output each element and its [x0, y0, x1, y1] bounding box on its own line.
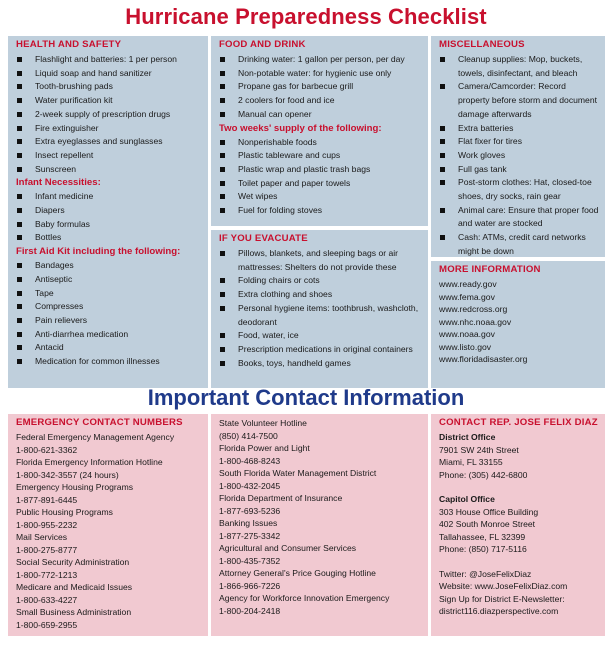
state-contacts-panel	[211, 414, 428, 636]
contact-line: 1-800-435-7352	[219, 555, 281, 566]
contact-line: Phone: (305) 442-6800	[439, 469, 528, 480]
contact-line: Twitter: @JoseFelixDiaz	[439, 568, 532, 579]
checklist-item: Tooth-brushing pads	[16, 80, 202, 94]
contact-line: www.ready.gov	[439, 279, 497, 289]
contact-line: www.listo.gov	[439, 341, 492, 352]
checklist-item: Water purification kit	[16, 94, 202, 108]
contact-line: Attorney General's Price Gouging Hotline	[219, 568, 376, 578]
contact-line: 1-877-693-5236	[219, 505, 281, 516]
district-lines	[439, 444, 599, 482]
checklist-item: Sunscreen	[16, 163, 202, 177]
checklist-item: Books, toys, handheld games	[219, 357, 422, 371]
contact-line: Phone: (850) 717-5116	[439, 544, 527, 554]
checklist-item: Wet wipes	[219, 190, 422, 204]
checklist-item: Food, water, ice	[219, 329, 422, 343]
more-info-links	[439, 278, 599, 366]
checklist-item: Plastic wrap and plastic trash bags	[219, 163, 422, 177]
checklist-item: Antiseptic	[16, 273, 202, 287]
checklist-item: Plastic tableware and cups	[219, 149, 422, 163]
contact-line: Banking Issues	[219, 518, 278, 528]
checklist-item: Work gloves	[439, 149, 599, 163]
checklist-item: Anti-diarrhea medication	[16, 328, 202, 342]
checklist-item: Folding chairs or cots	[219, 274, 422, 288]
health-list	[16, 53, 202, 176]
contact-line: 1-800-275-8777	[16, 544, 78, 555]
contact-line: Website: www.JoseFelixDiaz.com	[439, 581, 568, 591]
contact-line: www.redcross.org	[439, 304, 508, 314]
checklist-item: Bandages	[16, 259, 202, 273]
food-drink-header: FOOD AND DRINK	[219, 39, 306, 50]
contact-line: 1-800-432-2045	[219, 480, 281, 491]
checklist-item: Compresses	[16, 300, 202, 314]
first-aid-header: First Aid Kit including the following:	[16, 246, 181, 258]
health-safety-panel	[8, 36, 208, 388]
contact-line: 1-800-659-2955	[16, 619, 78, 630]
contact-line: www.nhc.noaa.gov	[439, 316, 512, 327]
more-info-panel	[431, 261, 605, 388]
checklist-item: Extra clothing and shoes	[219, 288, 422, 302]
checklist-item: Diapers	[16, 204, 202, 218]
checklist-item: Full gas tank	[439, 163, 599, 177]
checklist-item: Prescription medications in original containers	[219, 343, 422, 357]
contact-line: 402 South Monroe Street	[439, 519, 536, 529]
contact-line: 1-800-342-3557 (24 hours)	[16, 469, 119, 480]
contact-line: district116.diazperspective.com	[439, 606, 559, 616]
emergency-header: EMERGENCY CONTACT NUMBERS	[16, 417, 183, 428]
contact-line: Emergency Housing Programs	[16, 482, 134, 492]
contact-line: 303 House Office Building	[439, 506, 539, 517]
checklist-item: Antacid	[16, 341, 202, 355]
contact-line: Agricultural and Consumer Services	[219, 543, 357, 553]
contact-line: 1-800-621-3362	[16, 444, 78, 455]
contact-line: www.noaa.gov	[439, 329, 495, 339]
checklist-item: Infant medicine	[16, 190, 202, 204]
first-aid-list	[16, 259, 202, 369]
capitol-office-header: Capitol Office	[439, 494, 495, 504]
evacuate-list	[219, 247, 422, 370]
misc-list	[439, 53, 599, 259]
district-office-header: District Office	[439, 432, 496, 442]
contact-line: Agency for Workforce Innovation Emergency	[219, 593, 390, 603]
contact-line: Mail Services	[16, 532, 68, 542]
contact-line: 7901 SW 24th Street	[439, 444, 519, 455]
contact-line: 1-800-955-2232	[16, 519, 78, 530]
food-list	[219, 53, 422, 122]
contact-line: Medicare and Medicaid Issues	[16, 582, 133, 592]
contact-line: (850) 414-7500	[219, 430, 278, 441]
checklist-item: Flashlight and batteries: 1 per person	[16, 53, 202, 67]
checklist-item: Pain relievers	[16, 314, 202, 328]
contact-line: 1-800-468-8243	[219, 455, 281, 466]
contact-line: Florida Department of Insurance	[219, 493, 343, 503]
checklist-item: Propane gas for barbecue grill	[219, 80, 422, 94]
misc-panel	[431, 36, 605, 257]
checklist-item: Cleanup supplies: Mop, buckets, towels, disinfectant, and bleach	[439, 53, 599, 80]
checklist-item: Nonperishable foods	[219, 136, 422, 150]
contact-line: 1-800-772-1213	[16, 569, 78, 580]
contact-line: 1-866-966-7226	[219, 580, 281, 591]
checklist-item: Camera/Camcorder: Record property before storm and document damage afterwards	[439, 80, 599, 121]
infant-list	[16, 190, 202, 245]
evacuate-header: IF YOU EVACUATE	[219, 233, 308, 244]
checklist-item: Bottles	[16, 231, 202, 245]
checklist-item: Medication for common illnesses	[16, 355, 202, 369]
contact-line: Tallahassee, FL 32399	[439, 531, 526, 542]
contact-line: Florida Power and Light	[219, 443, 310, 453]
checklist-item: Toilet paper and paper towels	[219, 177, 422, 191]
contact-line: 1-877-891-6445	[16, 494, 78, 505]
health-safety-header: HEALTH AND SAFETY	[16, 39, 122, 50]
contact-line: 1-800-204-2418	[219, 605, 281, 616]
contact-line: 1-800-633-4227	[16, 594, 78, 605]
contact-line: Social Security Administration	[16, 557, 130, 567]
contact-line: www.floridadisaster.org	[439, 354, 528, 364]
checklist-item: Fuel for folding stoves	[219, 204, 422, 218]
checklist-item: Fire extinguisher	[16, 122, 202, 136]
contact-line: Small Business Administration	[16, 607, 132, 617]
capitol-lines	[439, 506, 599, 556]
checklist-item: Liquid soap and hand sanitizer	[16, 67, 202, 81]
checklist-item: Insect repellent	[16, 149, 202, 163]
social-lines	[439, 568, 599, 618]
checklist-item: Tape	[16, 287, 202, 301]
contact-line: Miami, FL 33155	[439, 457, 503, 467]
evacuate-panel	[211, 230, 428, 388]
contact-line: 1-877-275-3342	[219, 530, 281, 541]
contact-line: www.fema.gov	[439, 291, 495, 302]
contact-line: Sign Up for District E-Newsletter:	[439, 593, 565, 604]
infant-header: Infant Necessities:	[16, 177, 101, 189]
checklist-item: Drinking water: 1 gallon per person, per day	[219, 53, 422, 67]
checklist-item: Extra eyeglasses and sunglasses	[16, 135, 202, 149]
checklist-item: Post-storm clothes: Hat, closed-toe shoes, dry socks, rain gear	[439, 176, 599, 203]
supply-list	[219, 136, 422, 218]
rep-panel	[431, 414, 605, 636]
checklist-item: Cash: ATMs, credit card networks might be down	[439, 231, 599, 258]
food-drink-panel	[211, 36, 428, 226]
page-title: Hurricane Preparedness Checklist	[125, 4, 487, 29]
checklist-item: Non-potable water: for hygienic use only	[219, 67, 422, 81]
contact-line: South Florida Water Management District	[219, 468, 377, 478]
emergency-lines	[16, 431, 202, 631]
contact-title: Important Contact Information	[147, 385, 465, 410]
checklist-item: Extra batteries	[439, 122, 599, 136]
checklist-item: Manual can opener	[219, 108, 422, 122]
rep-header: CONTACT REP. JOSE FELIX DIAZ	[439, 417, 598, 428]
checklist-item: 2-week supply of prescription drugs	[16, 108, 202, 122]
misc-header: MISCELLANEOUS	[439, 39, 525, 50]
more-info-header: MORE INFORMATION	[439, 264, 541, 275]
contact-line: Florida Emergency Information Hotline	[16, 457, 163, 467]
state-lines	[219, 417, 422, 617]
checklist-item: 2 coolers for food and ice	[219, 94, 422, 108]
emergency-panel	[8, 414, 208, 636]
contact-line: Public Housing Programs	[16, 507, 113, 517]
checklist-item: Baby formulas	[16, 218, 202, 232]
checklist-item: Flat fixer for tires	[439, 135, 599, 149]
contact-line: State Volunteer Hotline	[219, 418, 307, 428]
checklist-item: Pillows, blankets, and sleeping bags or air mattresses: Shelters do not provide these	[219, 247, 422, 274]
checklist-item: Personal hygiene items: toothbrush, washcloth, deodorant	[219, 302, 422, 329]
checklist-item: Animal care: Ensure that proper food and water are stocked	[439, 204, 599, 231]
supply-header: Two weeks' supply of the following:	[219, 122, 382, 134]
contact-line: Federal Emergency Management Agency	[16, 432, 175, 442]
